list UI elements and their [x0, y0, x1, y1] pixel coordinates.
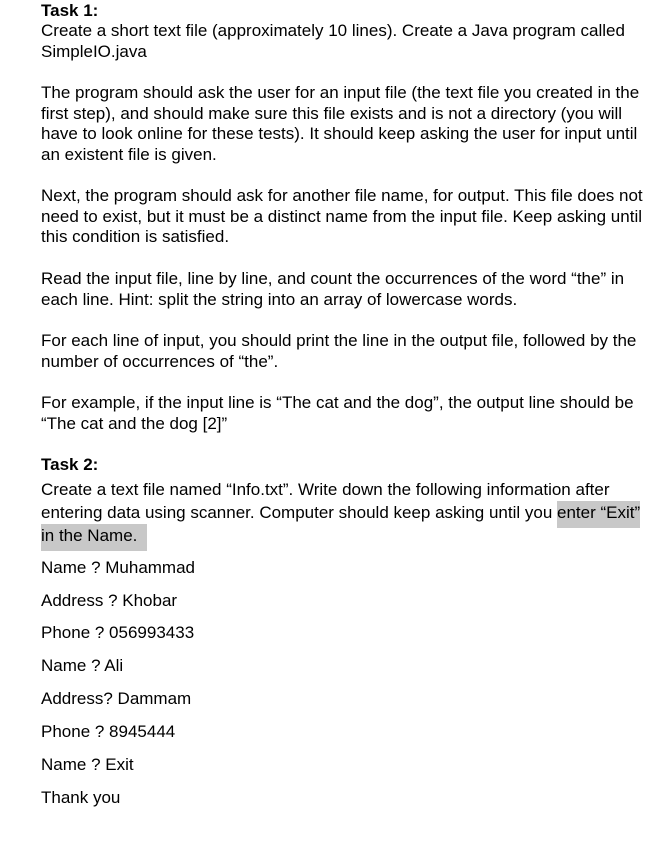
task2-intro	[41, 478, 647, 547]
sample-entry-phone-2: Phone ? 8945444	[41, 722, 176, 741]
task1-paragraph-2: The program should ask the user for an input file (the text file you created in the first step), and should make sure this file exists and is not a directory (you will have to look online for these tests). It should keep asking the user for input until an existent file is given.	[41, 83, 640, 165]
task1-paragraph-3: Next, the program should ask for another file name, for output. This file does not need to exist, but it must be a distinct name from the input file. Keep asking until this condition is satisfied.	[41, 186, 643, 247]
sample-entry-phone-1: Phone ? 056993433	[41, 623, 195, 642]
sample-entry-name-1: Name ? Muhammad	[41, 558, 196, 577]
sample-entry-name-exit: Name ? Exit	[41, 755, 134, 774]
sample-entry-address-2: Address? Dammam	[41, 689, 192, 708]
task1-paragraph-1: Create a short text file (approximately 10 lines). Create a Java program called SimpleIO.java	[41, 21, 625, 61]
task1-heading: Task 1:	[41, 1, 99, 20]
task2-heading: Task 2:	[41, 455, 99, 474]
task1-paragraph-5: For each line of input, you should print the line in the output file, followed by the number of occurrences of “the”.	[41, 331, 637, 371]
sample-entry-address-1: Address ? Khobar	[41, 591, 178, 610]
sample-entry-thank-you: Thank you	[41, 788, 121, 807]
task2-intro-highlight: enter “Exit” in the Name.	[41, 501, 640, 551]
task2-intro-text: Create a text file named “Info.txt”. Write down the following information after entering data using scanner. Computer should keep asking until you	[41, 480, 610, 522]
task1-paragraph-4: Read the input file, line by line, and count the occurrences of the word “the” in each line. Hint: split the string into an array of lowercase words.	[41, 269, 625, 309]
task1-paragraph-6: For example, if the input line is “The cat and the dog”, the output line should be “The cat and the dog [2]”	[41, 393, 634, 433]
sample-entry-name-2: Name ? Ali	[41, 656, 124, 675]
